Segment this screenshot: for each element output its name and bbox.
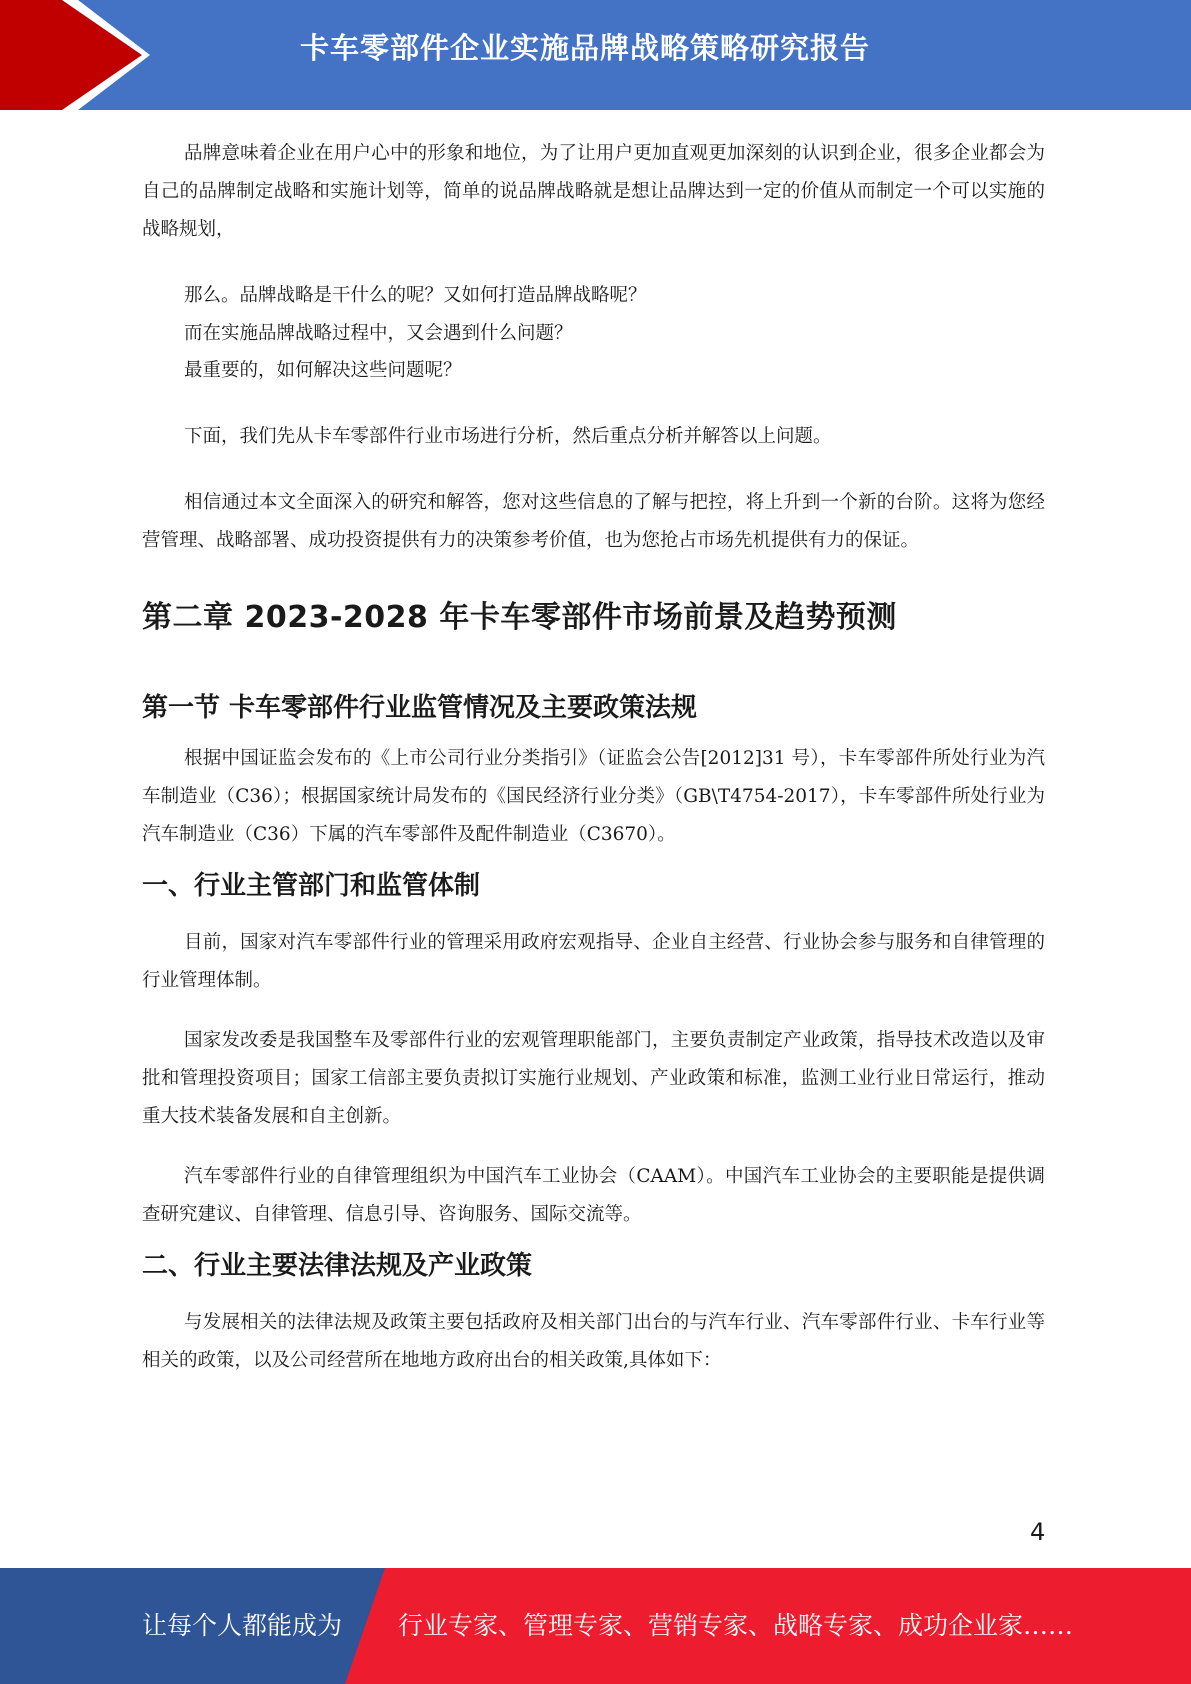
header-banner (0, 0, 1191, 110)
section-heading: 第一节 卡车零部件行业监管情况及主要政策法规 (142, 692, 698, 723)
report-title: 卡车零部件企业实施品牌战略策略研究报告 (300, 31, 871, 65)
chapter-heading: 第二章 2023-2028 年卡车零部件市场前景及趋势预测 (142, 599, 897, 635)
header-red-arrow (0, 0, 142, 110)
subsection-heading-1: 一、行业主管部门和监管体制 (142, 870, 481, 901)
subsection1-paragraph-3: 汽车零部件行业的自律管理组织为中国汽车工业协会（CAAM）。中国汽车工业协会的主要职能是提供调查研究建议、自律管理、信息引导、咨询服务、国际交流等。 (142, 1165, 1045, 1225)
subsection1-paragraph-1: 目前，国家对汽车零部件行业的管理采用政府宏观指导、企业自主经营、行业协会参与服务和自律管理的行业管理体制。 (142, 931, 1045, 991)
section-paragraph-1: 根据中国证监会发布的《上市公司行业分类指引》（证监会公告[2012]31 号），卡车零部件所处行业为汽车制造业（C36）；根据国家统计局发布的《国民经济行业分类》（GB\T4754-2017），卡车零部件所处行业为汽车制造业（C36）下属的汽车零部件及配件制造业（C3670）。 (142, 747, 1045, 845)
subsection1-paragraph-2: 国家发改委是我国整车及零部件行业的宏观管理职能部门，主要负责制定产业政策，指导技术改造以及审批和管理投资项目；国家工信部主要负责拟订实施行业规划、产业政策和标准，监测工业行业日常运行，推动重大技术装备发展和自主创新。 (142, 1029, 1045, 1127)
intro-paragraph-3: 相信通过本文全面深入的研究和解答，您对这些信息的了解与把控，将上升到一个新的台阶。这将为您经营管理、战略部署、成功投资提供有力的决策参考价值，也为您抢占市场先机提供有力的保证。 (142, 491, 1045, 551)
footer-slogan-right: 行业专家、管理专家、营销专家、战略专家、成功企业家…… (398, 1611, 1074, 1640)
intro-question-3: 最重要的，如何解决这些问题呢？ (184, 360, 462, 381)
subsection2-paragraph-1: 与发展相关的法律法规及政策主要包括政府及相关部门出台的与汽车行业、汽车零部件行业、卡车行业等相关的政策，以及公司经营所在地地方政府出台的相关政策,具体如下： (142, 1311, 1045, 1371)
intro-paragraph-2: 下面，我们先从卡车零部件行业市场进行分析，然后重点分析并解答以上问题。 (184, 425, 832, 447)
intro-paragraph-1: 品牌意味着企业在用户心中的形象和地位，为了让用户更加直观更加深刻的认识到企业，很多企业都会为自己的品牌制定战略和实施计划等，简单的说品牌战略就是想让品牌达到一定的价值从而制定一个可以实施的战略规划， (142, 143, 1045, 240)
footer-banner (0, 1568, 1191, 1684)
page-body (142, 135, 1045, 1380)
intro-question-1: 那么。品牌战略是干什么的呢？又如何打造品牌战略呢？ (184, 285, 647, 306)
page-number: 4 (1030, 1518, 1046, 1546)
subsection-heading-2: 二、行业主要法律法规及产业政策 (142, 1250, 533, 1281)
footer-slogan-left: 让每个人都能成为 (142, 1611, 343, 1640)
intro-question-2: 而在实施品牌战略过程中，又会遇到什么问题？ (184, 322, 573, 344)
